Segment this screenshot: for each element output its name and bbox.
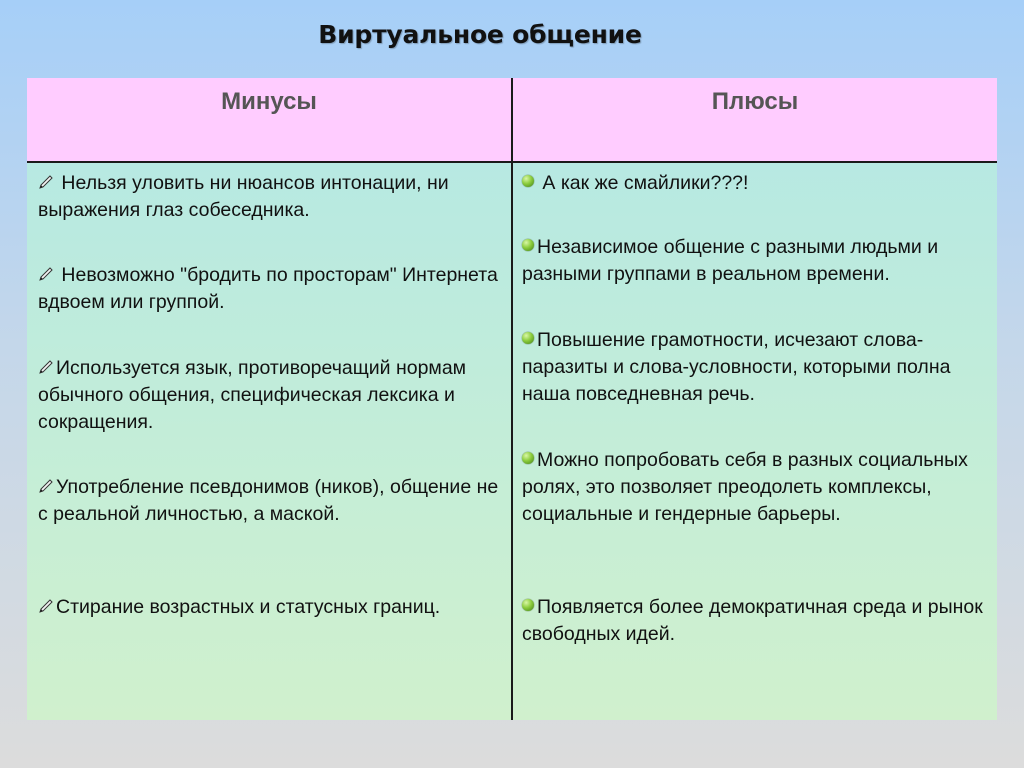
green-ball-icon (522, 599, 534, 611)
pencil-icon (38, 359, 54, 375)
minus-item-text: Употребление псевдонимов (ников), общение не с реальной личностью, а маской. (38, 476, 499, 525)
pencil-icon (38, 266, 54, 282)
minus-item-text: Стирание возрастных и статусных границ. (56, 596, 441, 618)
plus-item (522, 594, 992, 648)
minus-item (38, 262, 506, 316)
pencil-icon (38, 478, 54, 494)
column-header-minus: Минусы (221, 88, 317, 115)
green-ball-icon (522, 332, 534, 344)
plus-item-text: Повышение грамотности, исчезают слова-паразиты и слова-условности, которыми полна наша повседневная речь. (522, 329, 951, 405)
pencil-icon (38, 598, 54, 614)
plus-item-text: А как же смайлики???! (537, 172, 749, 194)
plus-item-text: Независимое общение с разными людьми и разными группами в реальном времени. (522, 236, 939, 285)
minus-item (38, 474, 506, 528)
minus-item-text: Используется язык, противоречащий нормам обычного общения, специфическая лексика и сокращения. (38, 357, 467, 433)
slide-title: Виртуальное общение (318, 20, 642, 49)
plus-item (522, 170, 992, 197)
plus-item (522, 234, 992, 288)
minus-item-text: Невозможно "бродить по просторам" Интернета вдвоем или группой. (38, 264, 498, 313)
column-divider (511, 78, 513, 720)
plus-item (522, 327, 992, 408)
minus-item-text: Нельзя уловить ни нюансов интонации, ни выражения глаз собеседника. (38, 172, 449, 221)
plus-item-text: Можно попробовать себя в разных социальных ролях, это позволяет преодолеть комплексы, социальные и гендерные барьеры. (522, 449, 968, 525)
plus-item (522, 447, 992, 528)
column-header-plus: Плюсы (711, 88, 799, 115)
minus-item (38, 594, 506, 621)
pencil-icon (38, 174, 54, 190)
green-ball-icon (522, 239, 534, 251)
green-ball-icon (522, 452, 534, 464)
minus-item (38, 170, 506, 224)
plus-item-text: Появляется более демократичная среда и рынок свободных идей. (522, 596, 983, 645)
comparison-table (27, 78, 997, 720)
green-ball-icon (522, 175, 534, 187)
minus-item (38, 355, 506, 436)
